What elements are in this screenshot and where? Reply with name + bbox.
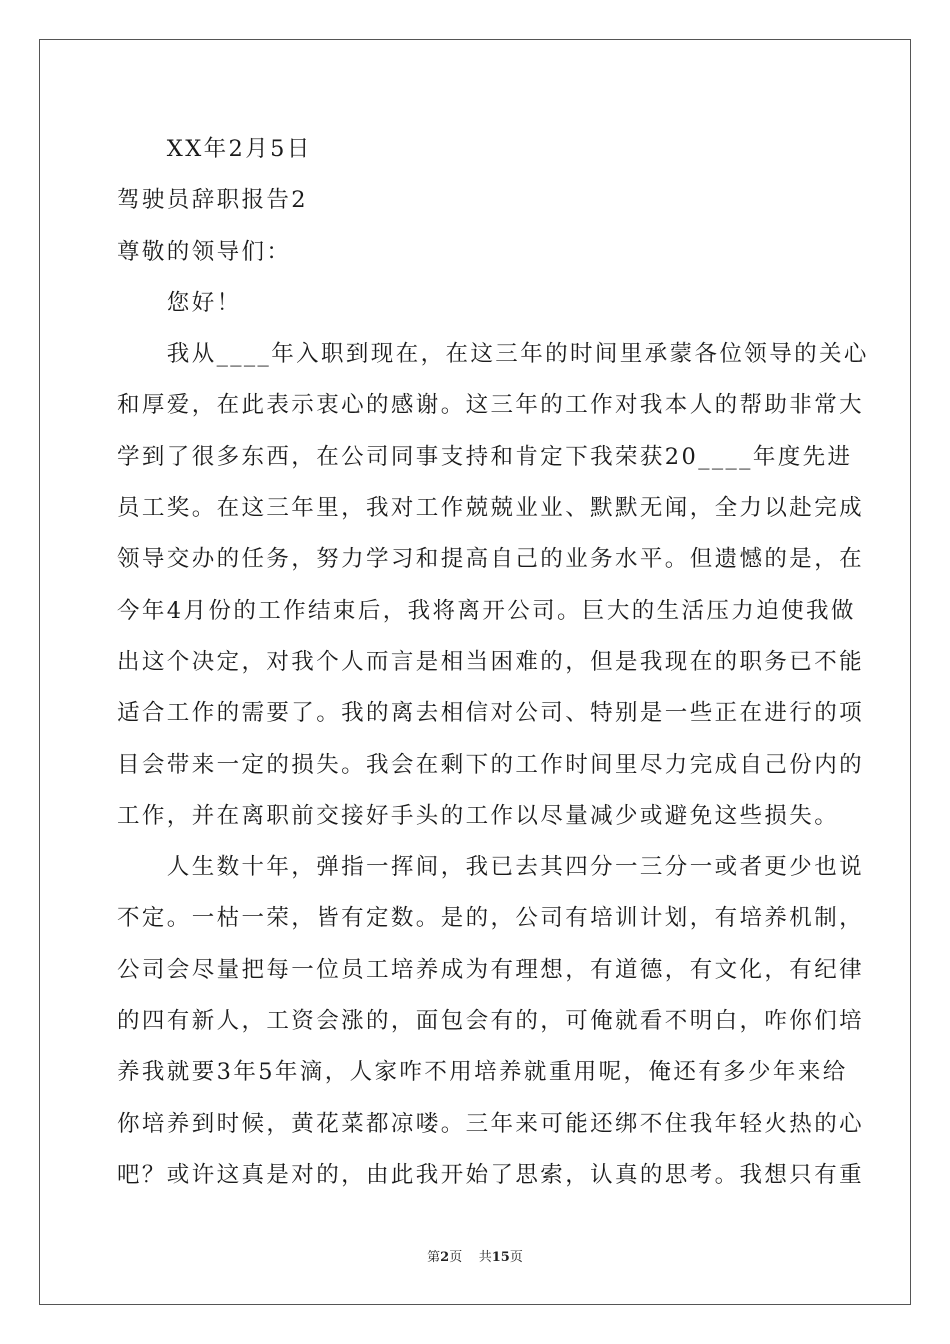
text-line: 员工奖。在这三年里，我对工作兢兢业业、默默无闻，全力以赴完成 [117, 495, 865, 522]
total-suffix: 页 [509, 1250, 523, 1265]
text-line: 吧？或许这真是对的，由此我开始了思索，认真的思考。我想只有重 [117, 1161, 865, 1188]
page-footer [0, 1246, 950, 1265]
text-line: 人生数十年，弹指一挥间，我已去其四分一三分一或者更少也说 [117, 854, 865, 881]
text-line: 适合工作的需要了。我的离去相信对公司、特别是一些正在进行的项 [117, 700, 865, 727]
page-number: 2 [440, 1250, 450, 1265]
salutation: 尊敬的领导们： [117, 238, 292, 265]
page-prefix: 第 [427, 1250, 441, 1265]
text-line: 我从____年入职到现在，在这三年的时间里承蒙各位领导的关心 [117, 341, 869, 368]
text-line: 学到了很多东西，在公司同事支持和肯定下我荣获20____年度先进 [117, 443, 853, 470]
greeting: 您好！ [117, 289, 242, 316]
text-line: 工作，并在离职前交接好手头的工作以尽量减少或避免这些损失。 [117, 802, 840, 829]
text-line: 目会带来一定的损失。我会在剩下的工作时间里尽力完成自己份内的 [117, 751, 865, 778]
date-line: XX年2月5日 [117, 136, 312, 162]
page-suffix: 页 [449, 1250, 463, 1265]
total-prefix: 共 [478, 1250, 492, 1265]
text-line: 你培养到时候，黄花菜都凉喽。三年来可能还绑不住我年轻火热的心 [117, 1110, 865, 1137]
document-body [117, 124, 869, 1201]
text-line: 的四有新人，工资会涨的，面包会有的，可俺就看不明白，咋你们培 [117, 1008, 865, 1035]
total-pages: 15 [491, 1250, 510, 1265]
text-line: 和厚爱，在此表示衷心的感谢。这三年的工作对我本人的帮助非常大 [117, 392, 865, 419]
text-line: 出这个决定，对我个人而言是相当困难的，但是我现在的职务已不能 [117, 648, 865, 675]
text-line: 领导交办的任务，努力学习和提高自己的业务水平。但遗憾的是，在 [117, 546, 865, 573]
text-line: 公司会尽量把每一位员工培养成为有理想，有道德，有文化，有纪律 [117, 956, 865, 983]
text-line: 今年4月份的工作结束后，我将离开公司。巨大的生活压力迫使我做 [117, 597, 856, 624]
document-title: 驾驶员辞职报告2 [117, 187, 309, 214]
text-line: 不定。一枯一荣，皆有定数。是的，公司有培训计划，有培养机制， [117, 905, 865, 932]
text-line: 养我就要3年5年滴，人家咋不用培养就重用呢，俺还有多少年来给 [117, 1059, 848, 1086]
